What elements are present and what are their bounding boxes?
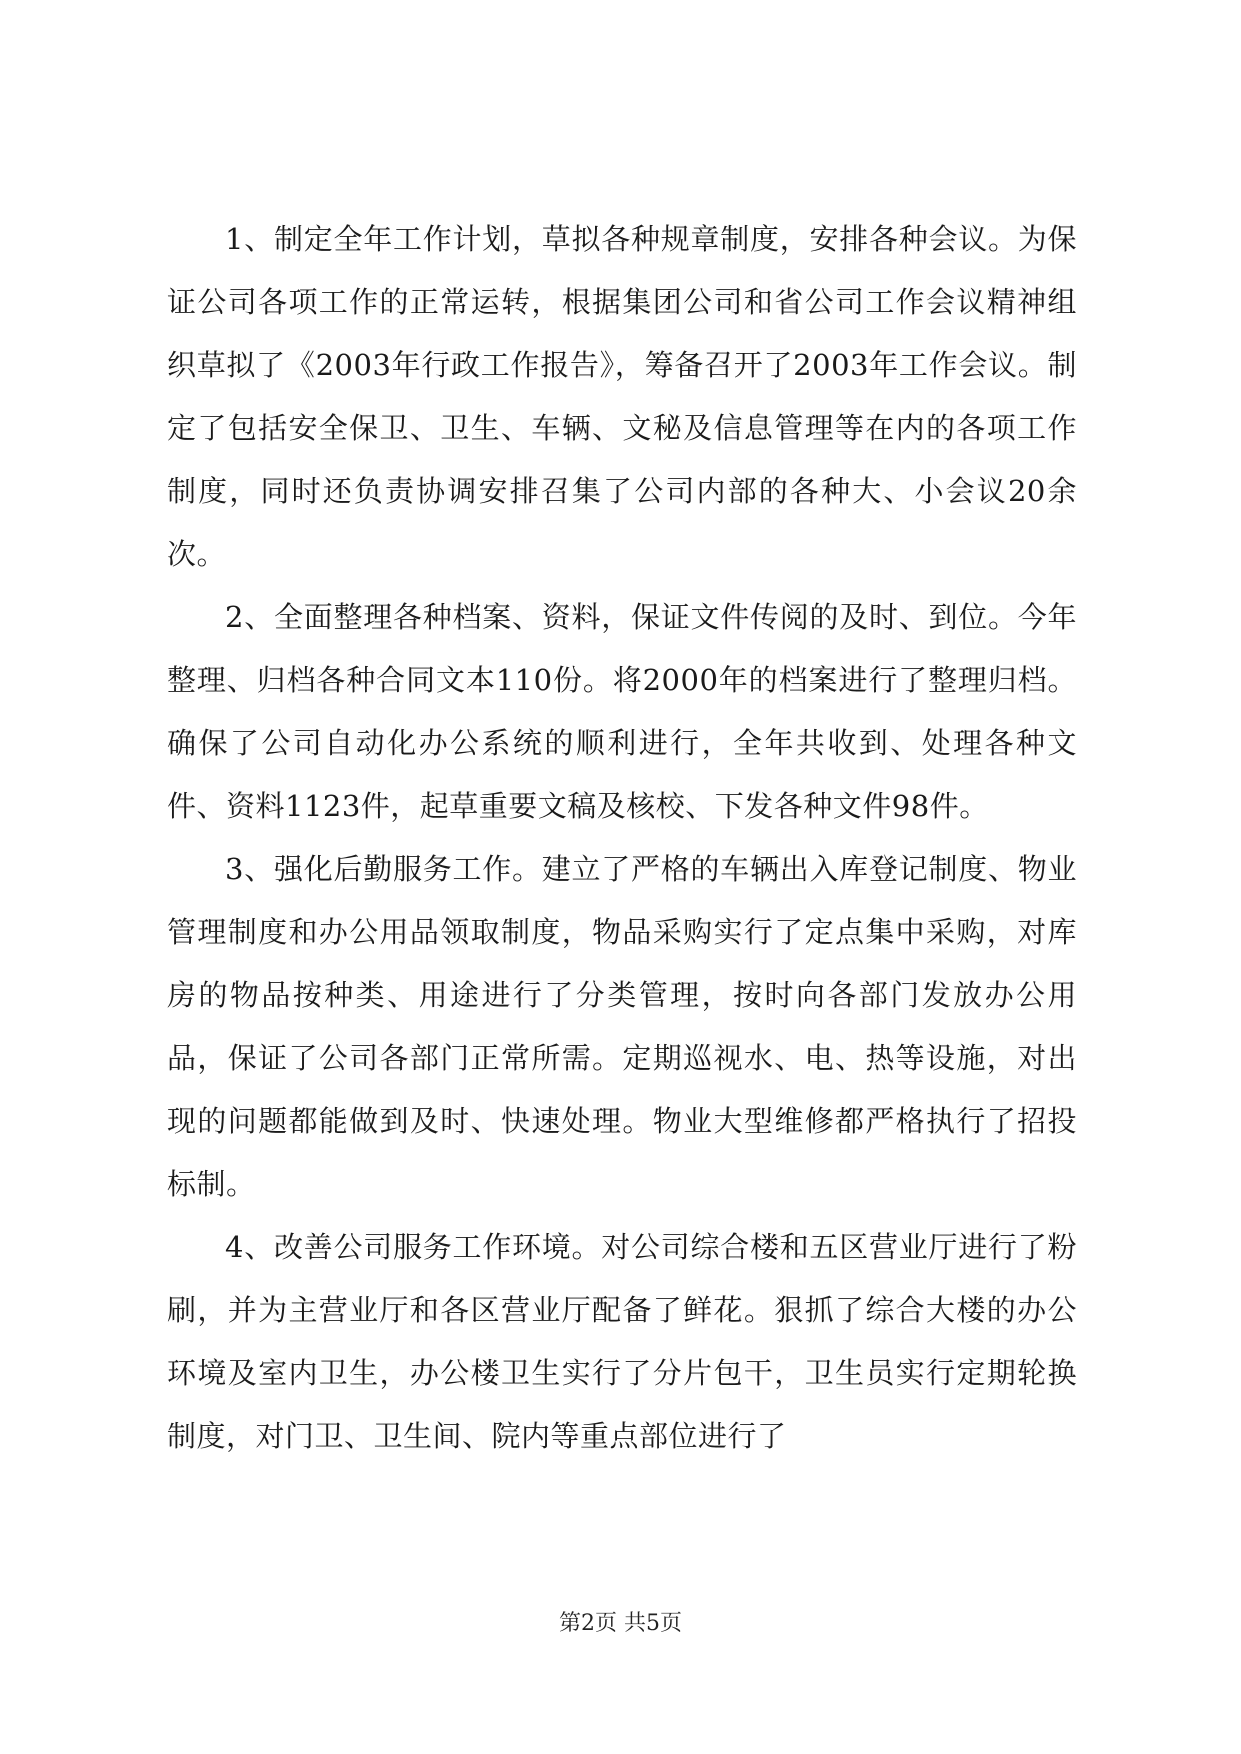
paragraph-4: 4、改善公司服务工作环境。对公司综合楼和五区营业厅进行了粉刷，并为主营业厅和各区营业厅配备了鲜花。狠抓了综合大楼的办公环境及室内卫生，办公楼卫生实行了分片包干，卫生员实行定期轮换制度，对门卫、卫生间、院内等重点部位进行了 bbox=[167, 1230, 1077, 1453]
paragraph-2: 2、全面整理各种档案、资料，保证文件传阅的及时、到位。今年整理、归档各种合同文本110份。将2000年的档案进行了整理归档。确保了公司自动化办公系统的顺利进行，全年共收到、处理各种文件、资料1123件，起草重要文稿及核校、下发各种文件98件。 bbox=[167, 600, 1077, 823]
paragraph-1: 1、制定全年工作计划，草拟各种规章制度，安排各种会议。为保证公司各项工作的正常运转，根据集团公司和省公司工作会议精神组织草拟了《2003年行政工作报告》，筹备召开了2003年工作会议。制定了包括安全保卫、卫生、车辆、文秘及信息管理等在内的各项工作制度，同时还负责协调安排召集了公司内部的各种大、小会议20余次。 bbox=[167, 222, 1077, 571]
document-body bbox=[167, 208, 1077, 1468]
paragraph-3: 3、强化后勤服务工作。建立了严格的车辆出入库登记制度、物业管理制度和办公用品领取制度，物品采购实行了定点集中采购，对库房的物品按种类、用途进行了分类管理，按时向各部门发放办公用品，保证了公司各部门正常所需。定期巡视水、电、热等设施，对出现的问题都能做到及时、快速处理。物业大型维修都严格执行了招投标制。 bbox=[167, 852, 1077, 1201]
page-number-footer: 第2页 共5页 bbox=[559, 1611, 682, 1636]
